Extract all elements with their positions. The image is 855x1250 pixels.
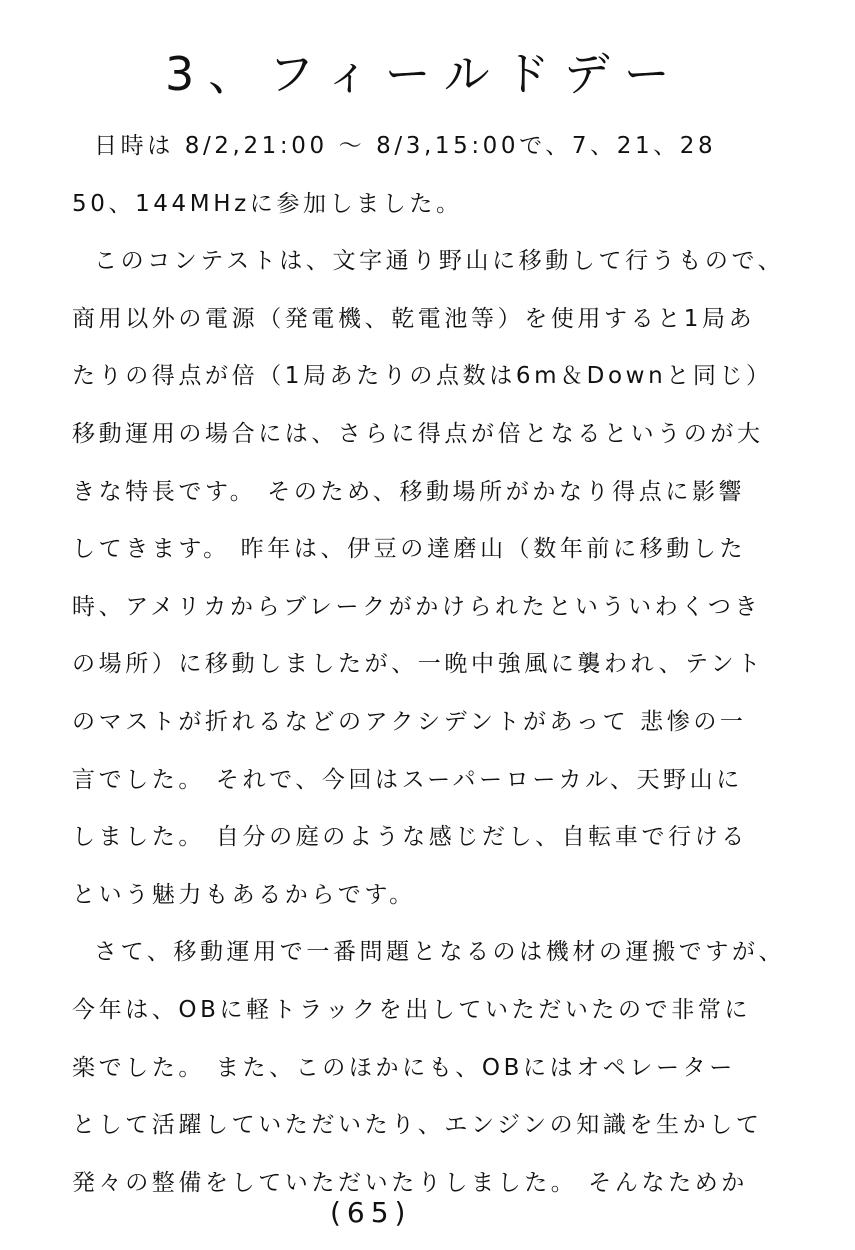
text-line: 移動運用の場合には、さらに得点が倍となるというのが大	[72, 420, 764, 447]
body-text	[72, 118, 812, 1212]
text-line: たりの得点が倍（1局あたりの点数は6m＆Downと同じ）	[72, 363, 773, 390]
text-line: 今年は、OBに軽トラックを出していただいたので非常に	[72, 996, 752, 1023]
text-line: 日時は 8/2,21:00 〜 8/3,15:00で、7、21、28	[94, 133, 717, 159]
text-line: 50、144MHzに参加しました。	[72, 190, 463, 217]
text-line: このコンテストは、文字通り野山に移動して行うもので、	[94, 248, 785, 275]
text-line: きな特長です。 そのため、移動場所がかなり得点に影響	[72, 478, 746, 505]
text-line: 発々の整備をしていただいたりしました。 そんなためか	[72, 1169, 748, 1196]
section-heading: 3、フィールドデー	[165, 47, 684, 101]
text-line: の場所）に移動しましたが、一晩中強風に襲われ、テント	[72, 651, 764, 678]
text-line: として活躍していただいたり、エンジンの知識を生かして	[72, 1112, 763, 1139]
text-line: 時、アメリカからブレークがかけられたといういわくつき	[72, 593, 762, 620]
text-line: 商用以外の電源（発電機、乾電池等）を使用すると1局あ	[72, 305, 756, 332]
text-line: という魅力もあるからです。	[72, 881, 416, 908]
text-line: してきます。 昨年は、伊豆の達磨山（数年前に移動した	[72, 536, 747, 563]
text-line: のマストが折れるなどのアクシデントがあって 悲惨の一	[72, 708, 747, 735]
text-line: 楽でした。 また、このほかにも、OBにはオペレーター	[72, 1054, 736, 1081]
text-line: さて、移動運用で一番問題となるのは機材の運搬ですが、	[94, 939, 786, 966]
text-line: しました。 自分の庭のような感じだし、自転車で行ける	[72, 824, 748, 851]
page-number: (65)	[330, 1196, 412, 1229]
text-line: 言でした。 それで、今回はスーパーローカル、天野山に	[72, 766, 743, 793]
